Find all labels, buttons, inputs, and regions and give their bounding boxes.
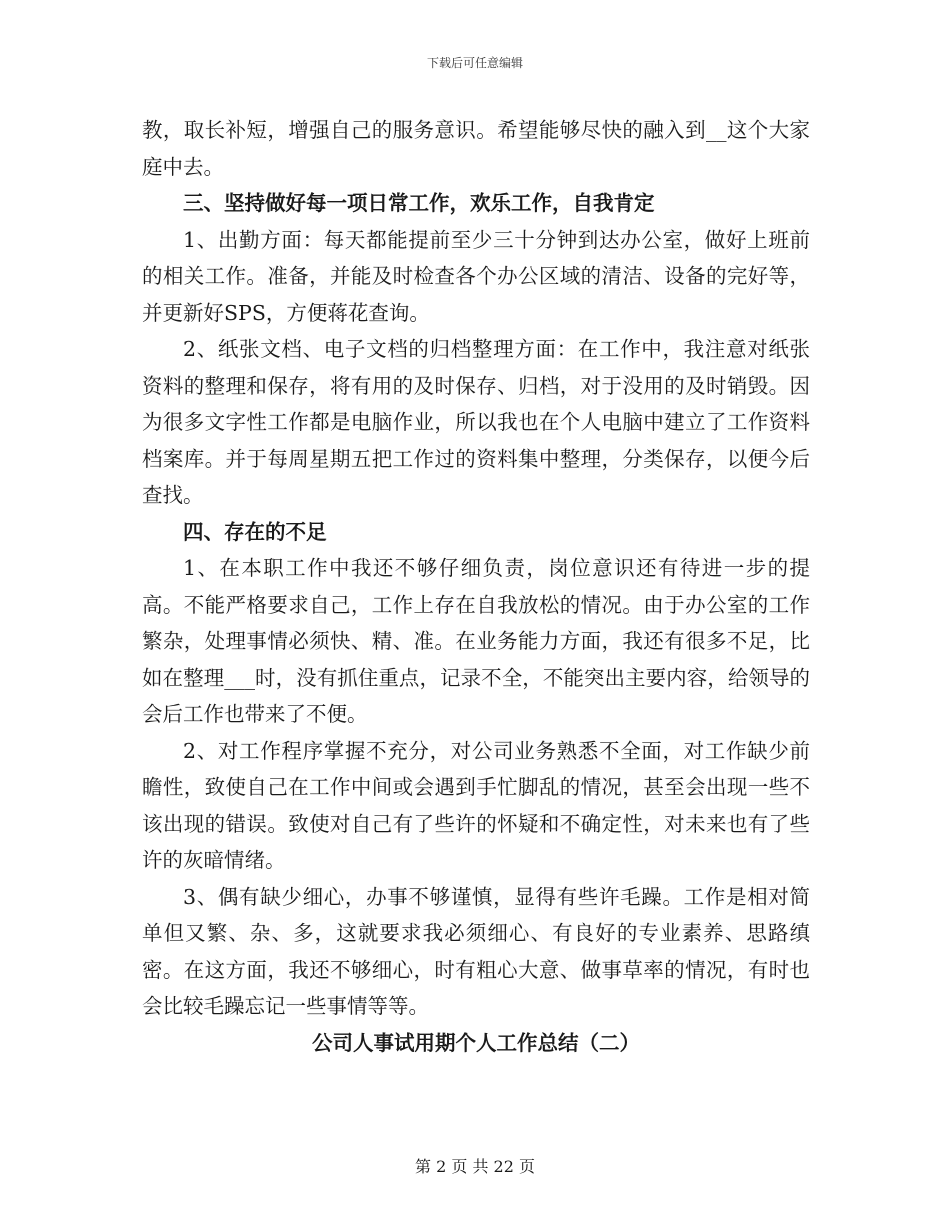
document-body [142,112,810,1061]
paragraph-attendance: 1、出勤方面：每天都能提前至少三十分钟到达办公室，做好上班前的相关工作。准备，并能及时检查各个办公区域的清洁、设备的完好等，并更新好SPS，方便蒋花查询。 [142,227,810,325]
page-number-footer: 第 2 页 共 22 页 [415,1157,535,1176]
paragraph-continuation: 教，取长补短，增强自己的服务意识。希望能够尽快的融入到__这个大家庭中去。 [142,118,810,179]
paragraph-archiving: 2、纸张文档、电子文档的归档整理方面：在工作中，我注意对纸张资料的整理和保存，将有用的及时保存、归档，对于没用的及时销毁。因为很多文字性工作都是电脑作业，所以我也在个人电脑中建立了工作资料档案库。并于每周星期五把工作过的资料集中整理，分类保存，以便今后查找。 [142,337,810,507]
section-heading-4: 四、存在的不足 [183,519,327,544]
paragraph-shortcoming-2: 2、对工作程序掌握不充分，对公司业务熟悉不全面，对工作缺少前瞻性，致使自己在工作中间或会遇到手忙脚乱的情况，甚至会出现一些不该出现的错误。致使对自己有了些许的怀疑和不确定性，对未来也有了些许的灰暗情绪。 [142,738,810,872]
section-heading-3: 三、坚持做好每一项日常工作，欢乐工作，自我肯定 [183,191,655,215]
document-title: 公司人事试用期个人工作总结（二） [312,1030,640,1055]
paragraph-shortcoming-1: 1、在本职工作中我还不够仔细负责，岗位意识还有待进一步的提高。不能严格要求自己，工作上存在自我放松的情况。由于办公室的工作繁杂，处理事情必须快、精、准。在业务能力方面，我还有很多不足，比如在整理___时，没有抓住重点，记录不全，不能突出主要内容，给领导的会后工作也带来了不便。 [142,556,810,726]
paragraph-shortcoming-3: 3、偶有缺少细心，办事不够谨慎，显得有些许毛躁。工作是相对简单但又繁、杂、多，这就要求我必须细心、有良好的专业素养、思路缜密。在这方面，我还不够细心，时有粗心大意、做事草率的情况，有时也会比较毛躁忘记一些事情等等。 [142,884,810,1018]
page-header-note: 下载后可任意编辑 [426,56,523,70]
